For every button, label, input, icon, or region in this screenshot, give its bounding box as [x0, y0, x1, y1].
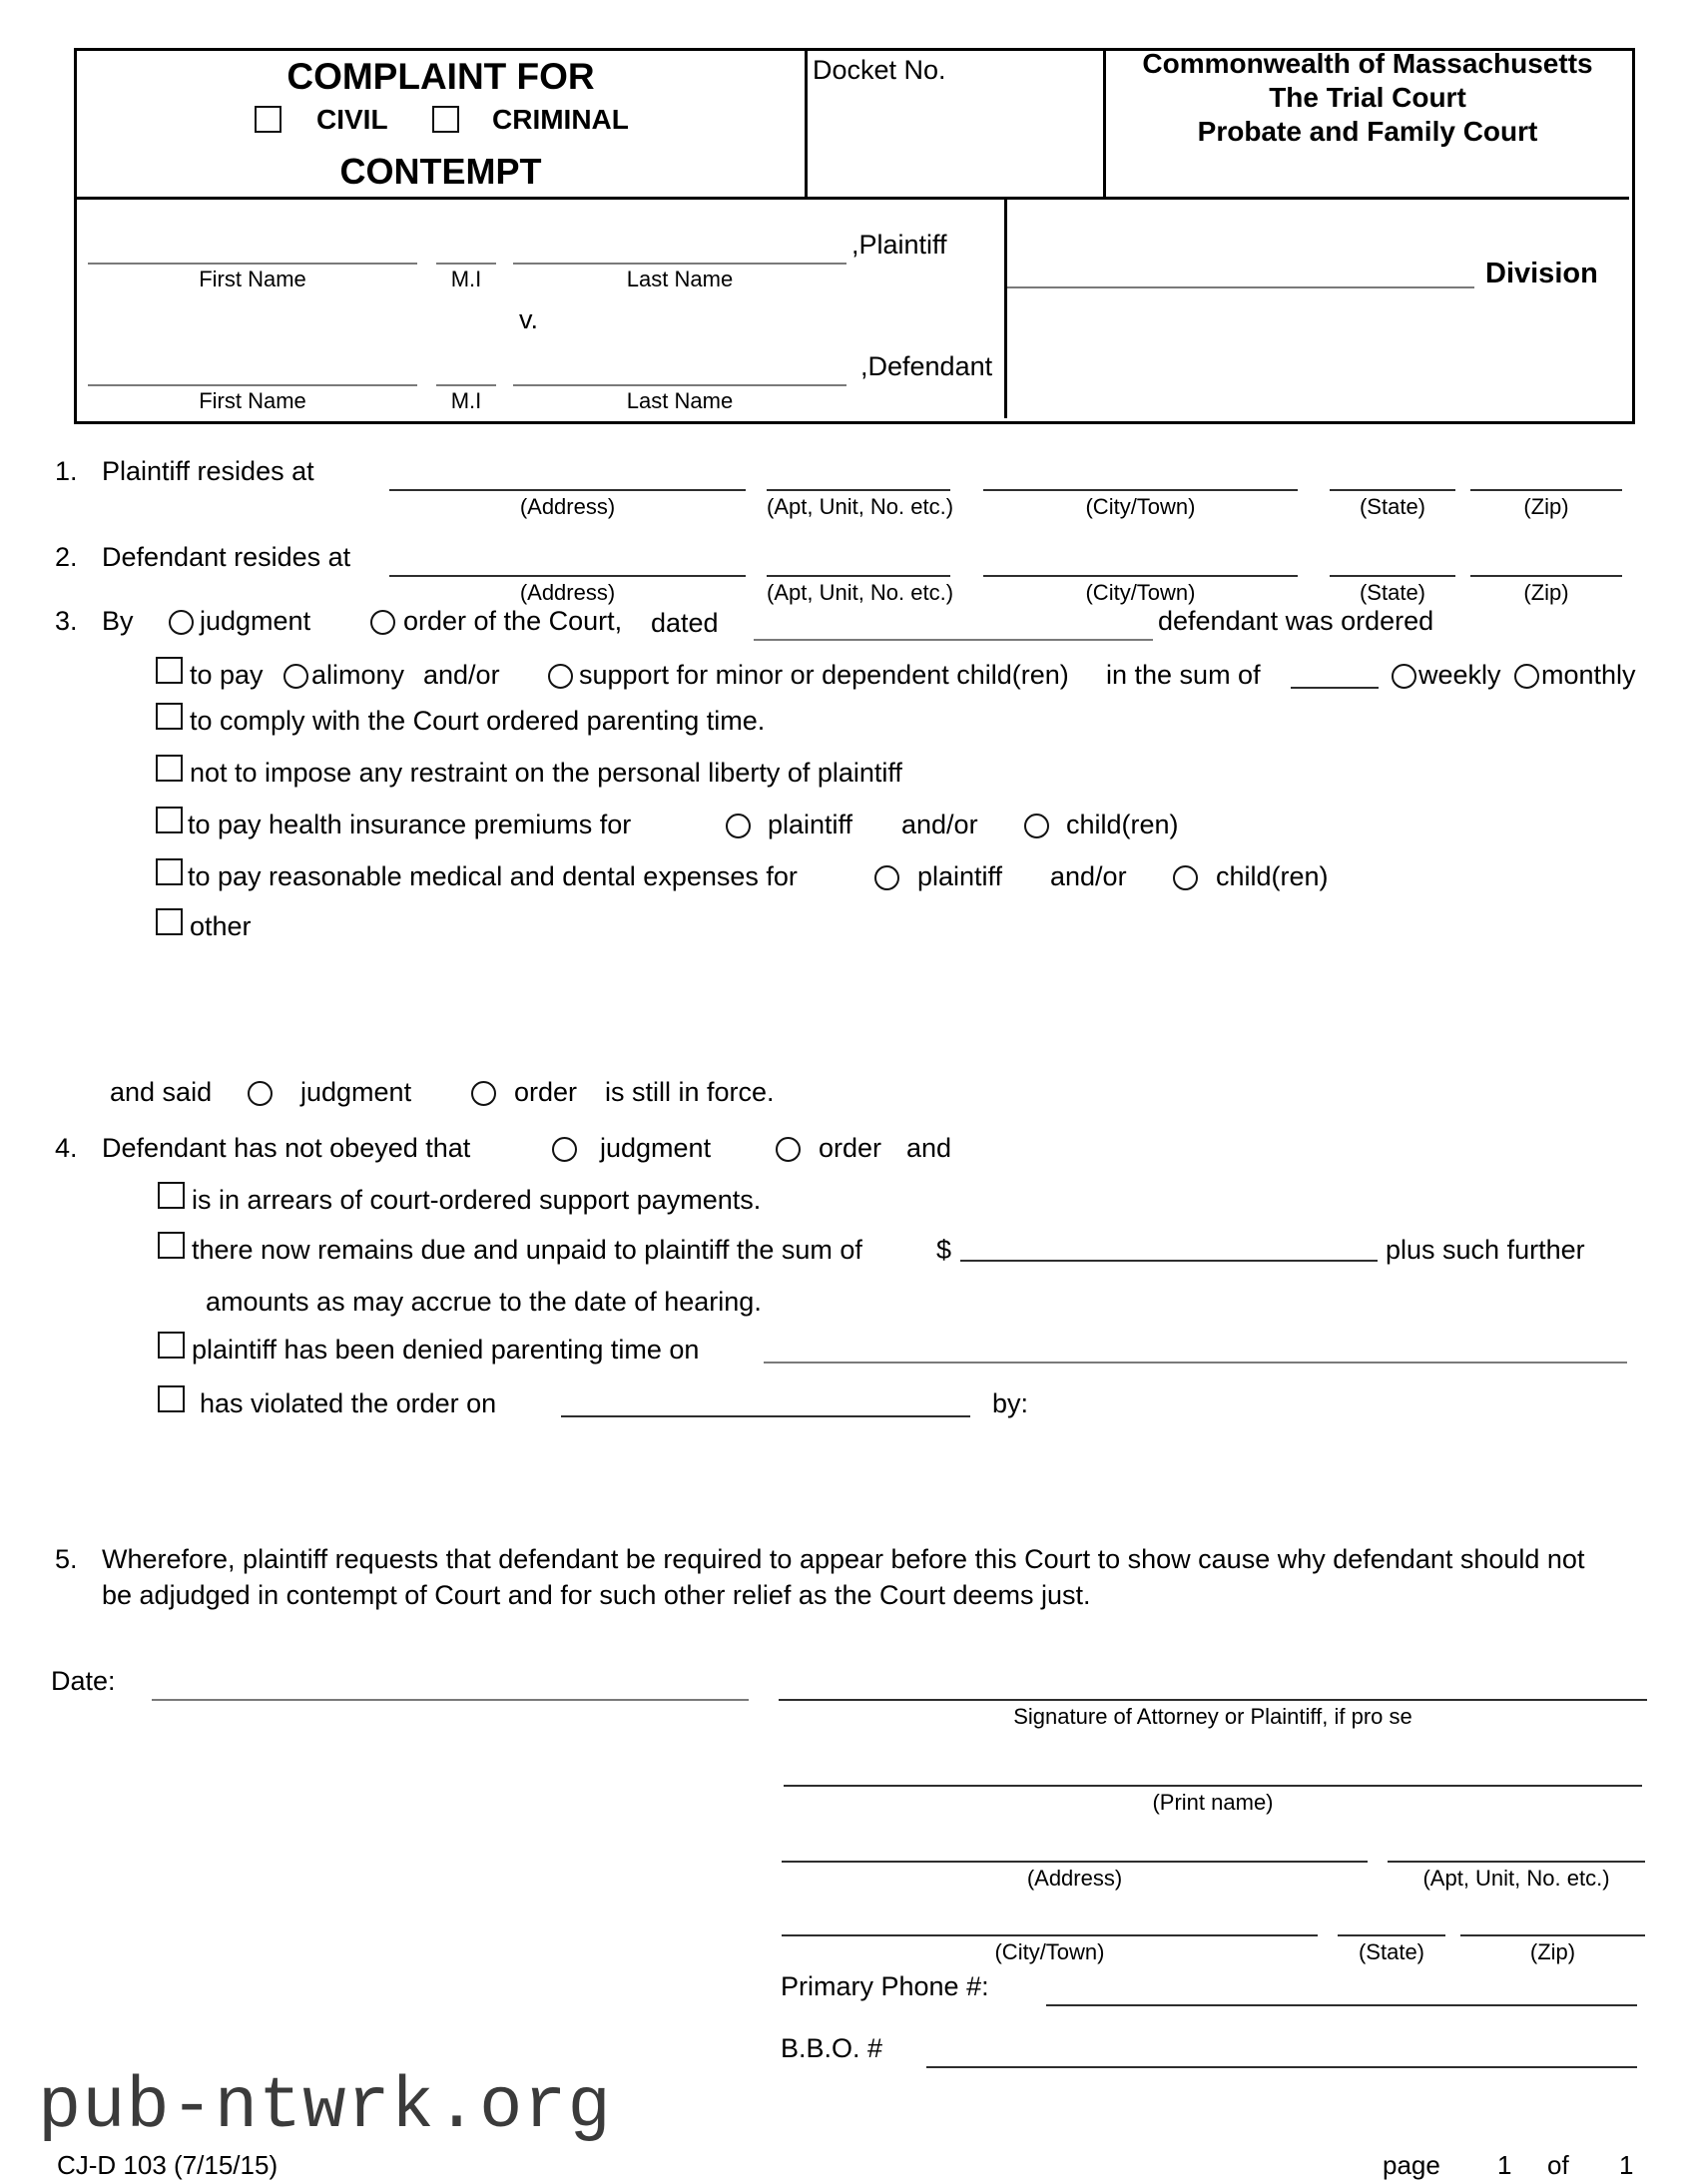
- item4-remains-suffix: plus such further: [1386, 1235, 1585, 1265]
- division-line[interactable]: [1007, 286, 1474, 288]
- item3-medical-andor-label: and/or: [1050, 861, 1127, 891]
- plaintiff-first-name-line[interactable]: [88, 263, 417, 265]
- signature-apt-line[interactable]: [1388, 1861, 1645, 1863]
- plaintiff-first-name-label: First Name: [199, 267, 306, 291]
- item4-violated-date-line[interactable]: [561, 1415, 970, 1417]
- court-name-line2: The Trial Court: [1269, 82, 1466, 113]
- item3-medical-checkbox[interactable]: [156, 858, 183, 885]
- item3-alimony-radio[interactable]: [283, 664, 308, 689]
- bbo-label: B.B.O. #: [781, 2033, 883, 2063]
- item4-judgment-radio[interactable]: [552, 1137, 577, 1162]
- item3-medical-plaintiff-label: plaintiff: [917, 861, 1003, 891]
- print-name-line[interactable]: [784, 1785, 1642, 1787]
- item4-violated-label: has violated the order on: [200, 1388, 497, 1418]
- page-of-word: of: [1547, 2150, 1569, 2180]
- item4-order-label: order: [819, 1133, 882, 1163]
- item4-remains-cont: amounts as may accrue to the date of hearing.: [206, 1287, 762, 1317]
- plaintiff-suffix-label: ,Plaintiff: [851, 230, 947, 260]
- item2-text: Defendant resides at: [102, 542, 351, 572]
- item3-force-judgment-label: judgment: [300, 1077, 412, 1107]
- item4-judgment-label: judgment: [600, 1133, 712, 1163]
- plaintiff-last-name-label: Last Name: [626, 267, 734, 291]
- item3-order-radio[interactable]: [370, 610, 395, 635]
- item3-other-checkbox[interactable]: [156, 908, 183, 935]
- header-divider-caption-division: [1004, 197, 1007, 418]
- item3-health-andor-label: and/or: [901, 810, 978, 839]
- item2-state-line[interactable]: [1330, 575, 1455, 577]
- item3-health-plaintiff-label: plaintiff: [768, 810, 853, 839]
- item4-and-label: and: [906, 1133, 952, 1163]
- item4-denied-label: plaintiff has been denied parenting time on: [192, 1335, 700, 1365]
- versus-label: v.: [519, 304, 538, 334]
- item1-text: Plaintiff resides at: [102, 456, 314, 486]
- item4-remains-label: there now remains due and unpaid to plaintiff the sum of: [192, 1235, 862, 1265]
- item2-address-label: (Address): [519, 580, 616, 605]
- item3-ordered-label: defendant was ordered: [1158, 606, 1434, 636]
- item4-order-radio[interactable]: [776, 1137, 801, 1162]
- item3-dated-label: dated: [651, 608, 719, 638]
- plaintiff-middle-initial-label: M.I: [450, 267, 482, 291]
- defendant-last-name-line[interactable]: [513, 384, 846, 386]
- item2-apt-line[interactable]: [767, 575, 950, 577]
- item3-support-label: support for minor or dependent child(ren): [579, 660, 1069, 690]
- criminal-label: CRIMINAL: [492, 104, 629, 135]
- defendant-first-name-label: First Name: [199, 388, 306, 413]
- item3-number: 3.: [55, 606, 78, 636]
- division-label: Division: [1485, 258, 1598, 289]
- print-name-label: (Print name): [1152, 1790, 1274, 1815]
- item2-number: 2.: [55, 542, 78, 572]
- watermark: pub-ntwrk.org: [38, 2066, 612, 2148]
- item3-pay-andor-label: and/or: [423, 660, 500, 690]
- item3-pay-label: to pay: [190, 660, 264, 690]
- item4-arrears-label: is in arrears of court-ordered support payments.: [192, 1185, 762, 1215]
- item1-number: 1.: [55, 456, 78, 486]
- header-row-divider: [74, 197, 1629, 200]
- item3-order-of-court-label: order of the Court,: [403, 606, 623, 636]
- defendant-suffix-label: ,Defendant: [860, 351, 993, 381]
- defendant-last-name-label: Last Name: [626, 388, 734, 413]
- item3-monthly-radio[interactable]: [1514, 664, 1539, 689]
- signature-state-label: (State): [1358, 1939, 1425, 1964]
- item5-number: 5.: [55, 1544, 78, 1574]
- item3-by-label: By: [102, 606, 134, 636]
- item4-number: 4.: [55, 1133, 78, 1163]
- item2-apt-label: (Apt, Unit, No. etc.): [767, 580, 954, 605]
- item3-comply-checkbox[interactable]: [156, 703, 183, 730]
- item3-pay-checkbox[interactable]: [156, 657, 183, 684]
- item3-comply-label: to comply with the Court ordered parenting time.: [190, 706, 766, 736]
- item4-dollar-sign: $: [936, 1235, 952, 1265]
- item3-health-children-label: child(ren): [1066, 810, 1179, 839]
- item3-sum-line[interactable]: [1291, 687, 1379, 689]
- page-word: page: [1383, 2150, 1440, 2180]
- item2-city-label: (City/Town): [1085, 580, 1196, 605]
- signature-zip-line[interactable]: [1460, 1934, 1645, 1936]
- item4-denied-date-line[interactable]: [764, 1362, 1627, 1364]
- item4-remains-checkbox[interactable]: [158, 1232, 185, 1259]
- item2-state-label: (State): [1359, 580, 1426, 605]
- item4-arrears-checkbox[interactable]: [158, 1182, 185, 1209]
- court-name-line1: Commonwealth of Massachusetts: [1142, 48, 1593, 79]
- item5-line1: Wherefore, plaintiff requests that defendant be required to appear before this Court to show cause why defendant should not: [102, 1544, 1585, 1574]
- docket-number-label: Docket No.: [813, 55, 946, 85]
- item3-medical-plaintiff-radio[interactable]: [874, 865, 899, 890]
- item3-medical-children-label: child(ren): [1216, 861, 1329, 891]
- defendant-middle-initial-line[interactable]: [436, 384, 496, 386]
- civil-label: CIVIL: [316, 104, 388, 135]
- signature-line[interactable]: [779, 1699, 1647, 1701]
- header-divider-title-docket: [805, 48, 808, 200]
- court-name-line3: Probate and Family Court: [1197, 116, 1538, 147]
- item3-medical-label: to pay reasonable medical and dental expenses for: [188, 861, 798, 891]
- item4-denied-checkbox[interactable]: [158, 1332, 185, 1359]
- criminal-checkbox[interactable]: [432, 106, 459, 133]
- item3-force-order-label: order: [514, 1077, 578, 1107]
- bbo-line[interactable]: [926, 2066, 1637, 2068]
- item1-zip-line[interactable]: [1470, 489, 1622, 491]
- item3-force-text: is still in force.: [605, 1077, 775, 1107]
- item1-city-label: (City/Town): [1085, 494, 1196, 519]
- signature-apt-label: (Apt, Unit, No. etc.): [1422, 1866, 1610, 1891]
- form-title-line1: COMPLAINT FOR: [286, 56, 595, 97]
- item1-address-label: (Address): [519, 494, 616, 519]
- item3-judgment-radio[interactable]: [169, 610, 194, 635]
- item3-support-radio[interactable]: [548, 664, 573, 689]
- signature-address-label: (Address): [1026, 1866, 1123, 1891]
- item3-health-children-radio[interactable]: [1024, 814, 1049, 838]
- item3-weekly-label: weekly: [1418, 660, 1501, 690]
- item1-zip-label: (Zip): [1523, 494, 1569, 519]
- date-label: Date:: [51, 1666, 116, 1696]
- item1-city-line[interactable]: [983, 489, 1298, 491]
- item3-restraint-checkbox[interactable]: [156, 755, 183, 782]
- item3-restraint-label: not to impose any restraint on the personal liberty of plaintiff: [190, 758, 902, 788]
- signature-address-line[interactable]: [782, 1861, 1368, 1863]
- item3-health-plaintiff-radio[interactable]: [726, 814, 751, 838]
- signature-city-label: (City/Town): [994, 1939, 1105, 1964]
- item2-zip-line[interactable]: [1470, 575, 1622, 577]
- item1-state-line[interactable]: [1330, 489, 1455, 491]
- page-total: 1: [1619, 2150, 1634, 2180]
- item4-text: Defendant has not obeyed that: [102, 1133, 471, 1163]
- plaintiff-last-name-line[interactable]: [513, 263, 846, 265]
- item3-medical-children-radio[interactable]: [1173, 865, 1198, 890]
- item2-zip-label: (Zip): [1523, 580, 1569, 605]
- signature-zip-label: (Zip): [1529, 1939, 1576, 1964]
- primary-phone-label: Primary Phone #:: [781, 1971, 989, 2001]
- item3-health-checkbox[interactable]: [156, 807, 183, 833]
- signature-label: Signature of Attorney or Plaintiff, if pro se: [1013, 1704, 1412, 1729]
- item1-apt-label: (Apt, Unit, No. etc.): [767, 494, 954, 519]
- item3-health-label: to pay health insurance premiums for: [188, 810, 632, 839]
- signature-state-line[interactable]: [1338, 1934, 1445, 1936]
- item5-line2: be adjudged in contempt of Court and for such other relief as the Court deems just.: [102, 1580, 1091, 1610]
- item1-address-line[interactable]: [389, 489, 746, 491]
- date-line[interactable]: [152, 1699, 749, 1701]
- item3-force-judgment-radio[interactable]: [248, 1081, 273, 1106]
- civil-checkbox[interactable]: [255, 106, 281, 133]
- item3-judgment-label: judgment: [200, 606, 311, 636]
- item4-violated-by-label: by:: [992, 1388, 1029, 1418]
- item1-apt-line[interactable]: [767, 489, 950, 491]
- item3-alimony-label: alimony: [311, 660, 405, 690]
- item4-sum-line[interactable]: [960, 1260, 1378, 1262]
- item3-dated-line[interactable]: [754, 639, 1153, 641]
- item1-state-label: (State): [1359, 494, 1426, 519]
- item2-city-line[interactable]: [983, 575, 1298, 577]
- item2-address-line[interactable]: [389, 575, 746, 577]
- item3-and-said-label: and said: [110, 1077, 213, 1107]
- item4-violated-checkbox[interactable]: [158, 1385, 185, 1412]
- item3-weekly-radio[interactable]: [1392, 664, 1416, 689]
- item3-monthly-label: monthly: [1541, 660, 1636, 690]
- page-number: 1: [1497, 2150, 1512, 2180]
- defendant-middle-initial-label: M.I: [450, 388, 482, 413]
- item3-force-order-radio[interactable]: [471, 1081, 496, 1106]
- form-title-line2: CONTEMPT: [339, 151, 542, 192]
- form-id: CJ-D 103 (7/15/15): [57, 2150, 279, 2180]
- defendant-first-name-line[interactable]: [88, 384, 417, 386]
- plaintiff-middle-initial-line[interactable]: [436, 263, 496, 265]
- signature-city-line[interactable]: [782, 1934, 1318, 1936]
- item3-other-label: other: [190, 911, 252, 941]
- item3-sum-label: in the sum of: [1106, 660, 1261, 690]
- primary-phone-line[interactable]: [1046, 2004, 1637, 2006]
